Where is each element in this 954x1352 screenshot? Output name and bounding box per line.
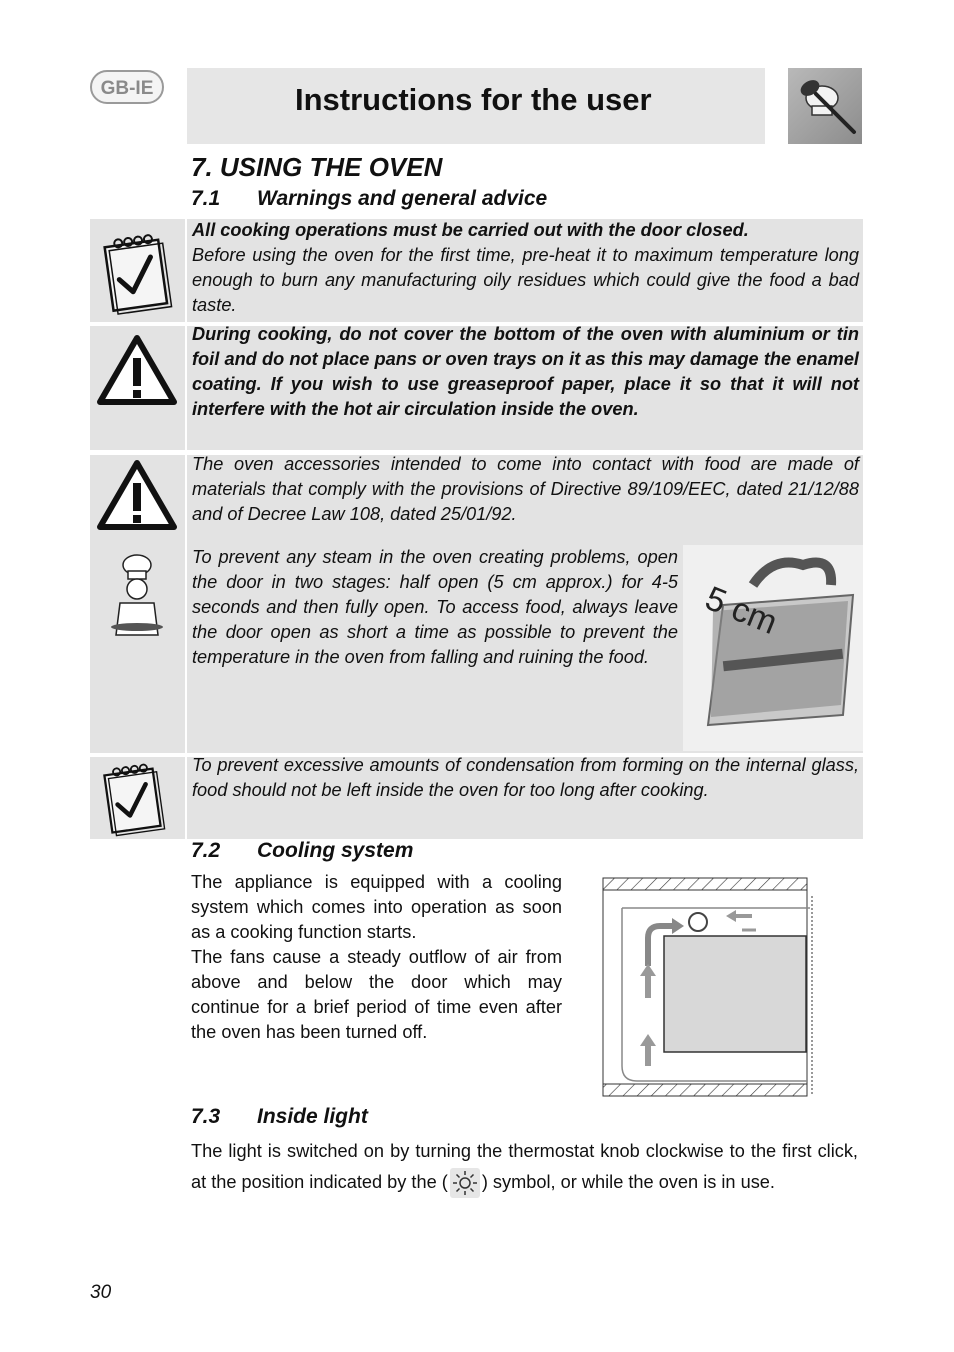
chef-logo — [788, 68, 862, 144]
light-text-after: ) symbol, or while the oven is in use. — [481, 1172, 775, 1192]
subsection-title: Warnings and general advice — [257, 187, 548, 210]
subsection-heading-7-2 — [191, 839, 413, 863]
chef-icon — [90, 547, 185, 753]
advice-bold-text: All cooking operations must be carried out with the door closed. — [192, 220, 749, 240]
subsection-title: Inside light — [257, 1105, 368, 1128]
warning-icon — [90, 455, 185, 547]
figure-label-5cm: 5 cm — [700, 579, 783, 643]
notepad-icon — [90, 219, 185, 322]
advice-text: Before using the oven for the first time, pre-heat it to maximum temperature long enough to burn any manufacturing oily residues which could give the food a bad taste. — [192, 245, 859, 315]
light-text-before: The light is switched on by turning the thermostat knob clockwise to the first click, at the position indicated by the ( — [191, 1141, 858, 1192]
oven-door-figure — [683, 545, 863, 751]
subsection-number: 7.2 — [191, 839, 221, 862]
language-badge: GB-IE — [90, 70, 164, 104]
page-title: Instructions for the user — [295, 82, 652, 117]
materials-paragraph: The oven accessories intended to come into contact with food are made of materials that comply with the provisions of Directive 89/109/EEC, dated 21/12/88 and of Decree Law 108, dated 25/01/92. — [192, 454, 859, 524]
subsection-title: Cooling system — [257, 839, 414, 862]
page-number: 30 — [90, 1282, 112, 1303]
steam-paragraph: To prevent any steam in the oven creating problems, open the door in two stages: half open (5 cm approx.) for 4-5 seconds and then fully open. To access food, always leave the door open as short a time as possible to prevent the temperature in the oven from falling and ruining the food. — [192, 547, 678, 667]
subsection-heading-7-3 — [191, 1105, 368, 1129]
cooling-diagram — [602, 876, 828, 1098]
condensation-paragraph: To prevent excessive amounts of condensation from forming on the internal glass, food should not be left inside the oven for too long after cooking. — [192, 755, 859, 800]
light-paragraph — [191, 1136, 858, 1198]
warning-icon — [90, 326, 185, 450]
warning-paragraph-1: During cooking, do not cover the bottom of the oven with aluminium or tin foil and do not place pans or oven trays on it as this may damage the enamel coating. If you wish to use greaseproof paper, place it so that it will not interfere with the hot air circulation inside the oven. — [192, 324, 859, 419]
subsection-number: 7.1 — [191, 187, 221, 210]
advice-paragraph-1 — [192, 218, 859, 318]
header-bar — [187, 68, 765, 144]
cooling-text-2: The fans cause a steady outflow of air from above and below the door which may continue for a brief period of time even after the oven has been turned off. — [191, 947, 562, 1042]
subsection-number: 7.3 — [191, 1105, 221, 1128]
cooling-text-1: The appliance is equipped with a cooling system which comes into operation as soon as a cooking function starts. — [191, 872, 562, 942]
section-title: 7. USING THE OVEN — [191, 152, 443, 182]
notepad-icon — [90, 757, 185, 839]
subsection-heading-7-1 — [191, 187, 547, 211]
light-bulb-icon — [450, 1168, 480, 1198]
cooling-paragraph — [191, 870, 562, 1045]
